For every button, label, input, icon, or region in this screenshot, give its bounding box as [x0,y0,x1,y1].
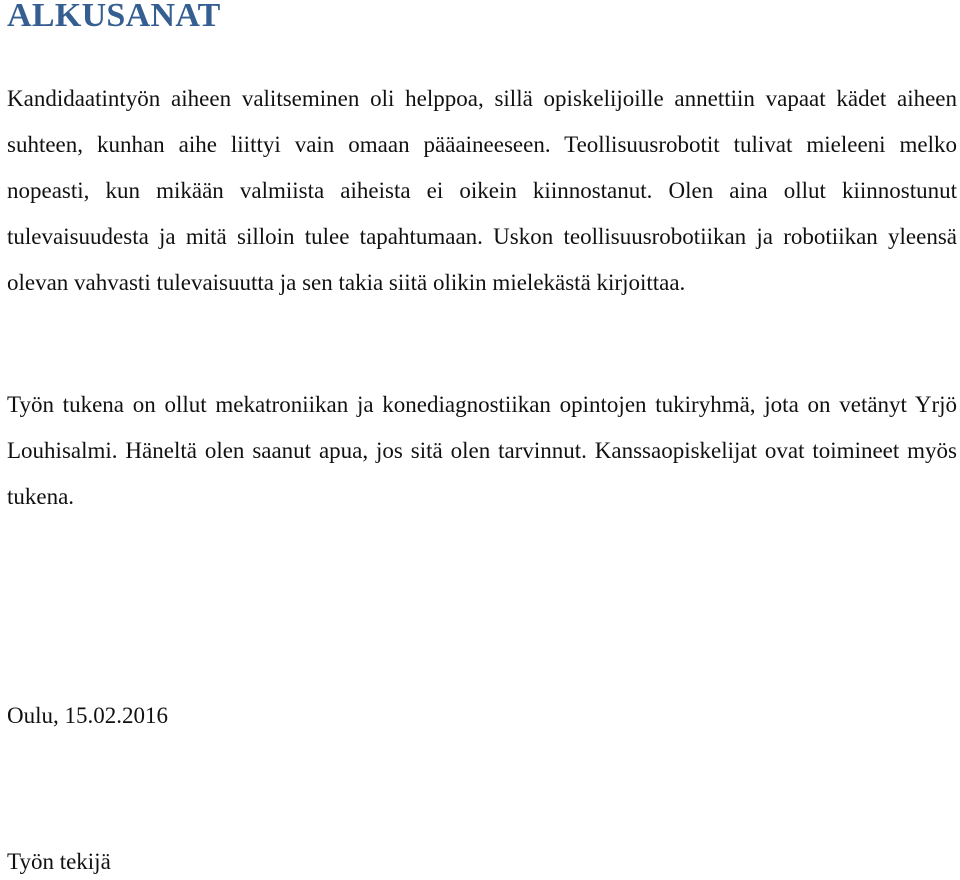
place-date: Oulu, 15.02.2016 [7,703,168,728]
author-signature: Työn tekijä [7,849,111,874]
paragraph-intro: Kandidaatintyön aiheen valitseminen oli helppoa, sillä opiskelijoille annettiin vapaat kädet aiheen suhteen, kunhan aihe liittyi vain omaan pääaineeseen. Teollisuusrobotit tulivat mieleeni melko nopeasti, kun mikään valmiista aiheista ei oikein kiinnostanut. Olen aina ollut kiinnostunut tulevaisuudesta ja mitä silloin tulee tapahtumaan. Uskon teollisuusrobotiikan ja robotiikan yleensä olevan vahvasti tulevaisuutta ja sen takia siitä olikin mielekästä kirjoittaa. [7,86,957,295]
page-heading: ALKUSANAT [7,0,221,34]
paragraph-support: Työn tukena on ollut mekatroniikan ja konediagnostiikan opintojen tukiryhmä, jota on vetänyt Yrjö Louhisalmi. Häneltä olen saanut apua, jos sitä olen tarvinnut. Kanssaopiskelijat ovat toimineet myös tukena. [7,392,957,509]
